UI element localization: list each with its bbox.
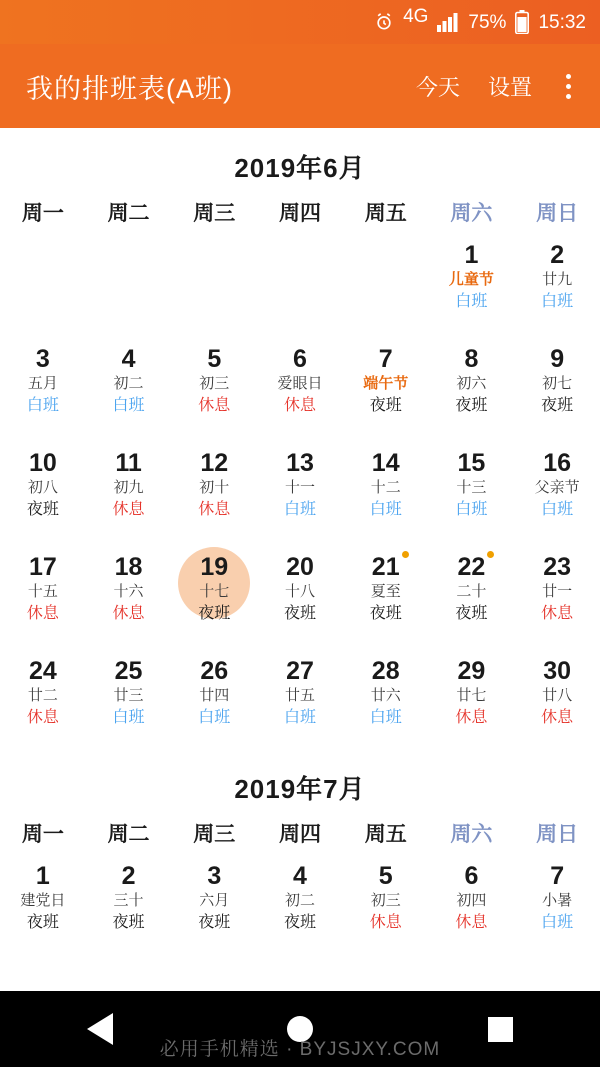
day-number: 6 bbox=[464, 862, 479, 890]
calendar-grid bbox=[0, 233, 600, 753]
alarm-clock-icon bbox=[374, 12, 394, 32]
shift-label: 休息 bbox=[369, 914, 402, 931]
shift-label: 夜班 bbox=[26, 914, 59, 931]
shift-label: 白班 bbox=[112, 709, 145, 726]
month-title: 2019年7月 bbox=[234, 774, 366, 804]
day-number: 26 bbox=[200, 657, 229, 685]
calendar-grid bbox=[0, 854, 600, 958]
day-number: 19 bbox=[200, 553, 229, 581]
page-title: 我的排班表(A班) bbox=[26, 73, 233, 104]
lunar-or-festival-label: 初六 bbox=[456, 375, 487, 392]
weekday-label: 周六 bbox=[450, 202, 493, 225]
day-number: 14 bbox=[371, 449, 400, 477]
event-dot-icon bbox=[487, 551, 494, 558]
shift-label: 夜班 bbox=[198, 605, 231, 622]
calendar-day-cell[interactable] bbox=[171, 545, 257, 649]
month-section bbox=[0, 753, 600, 958]
calendar-cell-empty bbox=[0, 233, 86, 337]
lunar-or-festival-label: 十七 bbox=[199, 583, 230, 600]
shift-label: 白班 bbox=[455, 293, 488, 310]
lunar-or-festival-label: 二十 bbox=[456, 583, 487, 600]
lunar-or-festival-label: 十一 bbox=[284, 479, 315, 496]
weekday-label: 周二 bbox=[107, 202, 150, 225]
lunar-or-festival-label: 廿七 bbox=[456, 687, 487, 704]
lunar-or-festival-label: 小暑 bbox=[542, 892, 573, 909]
watermark-label: 必用手机精选 · BYJSJXY.COM bbox=[159, 1039, 441, 1060]
day-number: 21 bbox=[371, 553, 400, 581]
day-number: 3 bbox=[207, 862, 222, 890]
shift-label: 夜班 bbox=[26, 501, 59, 518]
calendar-cell-empty bbox=[86, 233, 172, 337]
lunar-or-festival-label: 廿五 bbox=[284, 687, 315, 704]
weekday-label: 周五 bbox=[364, 823, 407, 846]
lunar-or-festival-label: 廿八 bbox=[542, 687, 573, 704]
calendar-cell-empty bbox=[343, 233, 429, 337]
shift-label: 休息 bbox=[541, 605, 574, 622]
calendar-day-cell[interactable] bbox=[171, 337, 257, 441]
calendar-day-cell[interactable] bbox=[0, 545, 86, 649]
weekday-header-row bbox=[0, 195, 600, 233]
calendar-day-cell[interactable] bbox=[514, 233, 600, 337]
lunar-or-festival-label: 初四 bbox=[456, 892, 487, 909]
day-number: 7 bbox=[378, 345, 393, 373]
status-bar-clock: 15:32 bbox=[538, 11, 586, 33]
day-number: 1 bbox=[464, 241, 479, 269]
shift-label: 夜班 bbox=[369, 397, 402, 414]
calendar-day-cell[interactable] bbox=[0, 854, 86, 958]
calendar-day-cell[interactable] bbox=[86, 545, 172, 649]
weekday-label: 周日 bbox=[536, 823, 579, 846]
calendar-day-cell[interactable] bbox=[514, 649, 600, 753]
calendar-day-cell[interactable] bbox=[257, 649, 343, 753]
calendar-day-cell[interactable] bbox=[514, 337, 600, 441]
day-number: 15 bbox=[457, 449, 486, 477]
lunar-or-festival-label: 爱眼日 bbox=[277, 375, 323, 392]
day-number: 10 bbox=[28, 449, 57, 477]
weekday-label: 周三 bbox=[193, 823, 236, 846]
weekday-label: 周四 bbox=[278, 202, 321, 225]
calendar-day-cell[interactable] bbox=[86, 854, 172, 958]
shift-label: 休息 bbox=[455, 709, 488, 726]
day-number: 2 bbox=[550, 241, 565, 269]
shift-label: 休息 bbox=[26, 605, 59, 622]
weekday-label: 周二 bbox=[107, 823, 150, 846]
shift-label: 夜班 bbox=[455, 605, 488, 622]
battery-percent-label: 75% bbox=[468, 11, 507, 33]
shift-label: 休息 bbox=[112, 605, 145, 622]
weekday-label: 周五 bbox=[364, 202, 407, 225]
shift-label: 休息 bbox=[112, 501, 145, 518]
lunar-or-festival-label: 十二 bbox=[370, 479, 401, 496]
calendar-day-cell[interactable] bbox=[429, 545, 515, 649]
battery-icon bbox=[515, 10, 529, 34]
status-bar bbox=[0, 0, 600, 44]
shift-label: 休息 bbox=[26, 709, 59, 726]
lunar-or-festival-label: 廿六 bbox=[370, 687, 401, 704]
day-number: 1 bbox=[35, 862, 50, 890]
app-bar bbox=[0, 44, 600, 128]
lunar-or-festival-label: 初三 bbox=[199, 375, 230, 392]
shift-label: 白班 bbox=[541, 914, 574, 931]
shift-label: 夜班 bbox=[112, 914, 145, 931]
today-button[interactable]: 今天 bbox=[415, 74, 460, 100]
day-number: 17 bbox=[28, 553, 57, 581]
lunar-or-festival-label: 夏至 bbox=[370, 583, 401, 600]
lunar-or-festival-label: 五月 bbox=[27, 375, 58, 392]
calendar-day-cell[interactable] bbox=[429, 441, 515, 545]
day-number: 20 bbox=[286, 553, 314, 581]
weekday-label: 周日 bbox=[536, 202, 579, 225]
lunar-or-festival-label: 父亲节 bbox=[534, 479, 580, 496]
shift-label: 休息 bbox=[198, 501, 231, 518]
day-number: 25 bbox=[114, 657, 143, 685]
day-number: 12 bbox=[200, 449, 229, 477]
lunar-or-festival-label: 十三 bbox=[456, 479, 487, 496]
lunar-or-festival-label: 三十 bbox=[113, 892, 144, 909]
shift-label: 休息 bbox=[198, 397, 231, 414]
day-number: 7 bbox=[550, 862, 565, 890]
shift-label: 休息 bbox=[283, 397, 316, 414]
nav-home-icon[interactable] bbox=[287, 1016, 313, 1042]
lunar-or-festival-label: 十八 bbox=[284, 583, 315, 600]
calendar-day-cell[interactable] bbox=[514, 441, 600, 545]
shift-label: 白班 bbox=[283, 501, 316, 518]
day-number: 30 bbox=[543, 657, 572, 685]
day-number: 22 bbox=[457, 553, 486, 581]
nav-recent-apps-icon[interactable] bbox=[488, 1017, 513, 1042]
lunar-or-festival-label: 十六 bbox=[113, 583, 144, 600]
day-number: 23 bbox=[543, 553, 572, 581]
lunar-or-festival-label: 建党日 bbox=[20, 892, 66, 909]
day-number: 2 bbox=[121, 862, 136, 890]
lunar-or-festival-label: 儿童节 bbox=[448, 271, 494, 288]
calendar-day-cell[interactable] bbox=[257, 545, 343, 649]
calendar-scroll-area[interactable] bbox=[0, 128, 600, 991]
shift-label: 白班 bbox=[541, 501, 574, 518]
shift-label: 白班 bbox=[112, 397, 145, 414]
lunar-or-festival-label: 廿一 bbox=[542, 583, 573, 600]
calendar-day-cell[interactable] bbox=[0, 337, 86, 441]
lunar-or-festival-label: 初三 bbox=[370, 892, 401, 909]
weekday-label: 周一 bbox=[21, 202, 64, 225]
calendar-day-cell[interactable] bbox=[257, 854, 343, 958]
day-number: 9 bbox=[550, 345, 565, 373]
lunar-or-festival-label: 端午节 bbox=[363, 375, 409, 392]
calendar-day-cell[interactable] bbox=[343, 545, 429, 649]
shift-label: 夜班 bbox=[198, 914, 231, 931]
calendar-day-cell[interactable] bbox=[0, 649, 86, 753]
calendar-day-cell[interactable] bbox=[171, 441, 257, 545]
shift-label: 白班 bbox=[26, 397, 59, 414]
shift-label: 夜班 bbox=[541, 397, 574, 414]
weekday-label: 周一 bbox=[21, 823, 64, 846]
shift-label: 夜班 bbox=[455, 397, 488, 414]
day-number: 6 bbox=[293, 345, 307, 373]
signal-bars-icon bbox=[437, 12, 459, 32]
calendar-day-cell[interactable] bbox=[343, 337, 429, 441]
shift-label: 夜班 bbox=[283, 605, 316, 622]
day-number: 29 bbox=[457, 657, 486, 685]
day-number: 18 bbox=[114, 553, 143, 581]
lunar-or-festival-label: 廿九 bbox=[542, 271, 573, 288]
calendar-day-cell[interactable] bbox=[86, 649, 172, 753]
calendar-day-cell[interactable] bbox=[429, 649, 515, 753]
shift-label: 白班 bbox=[283, 709, 316, 726]
shift-label: 夜班 bbox=[283, 914, 316, 931]
android-nav-bar bbox=[0, 991, 600, 1067]
lunar-or-festival-label: 十五 bbox=[27, 583, 58, 600]
calendar-day-cell[interactable] bbox=[429, 233, 515, 337]
day-number: 24 bbox=[28, 657, 57, 685]
lunar-or-festival-label: 六月 bbox=[199, 892, 230, 909]
day-number: 13 bbox=[286, 449, 314, 477]
lunar-or-festival-label: 初九 bbox=[113, 479, 144, 496]
calendar-day-cell[interactable] bbox=[429, 337, 515, 441]
shift-label: 休息 bbox=[541, 709, 574, 726]
event-dot-icon bbox=[402, 551, 409, 558]
lunar-or-festival-label: 廿二 bbox=[27, 687, 58, 704]
calendar-day-cell[interactable] bbox=[171, 854, 257, 958]
day-number: 5 bbox=[378, 862, 393, 890]
calendar-day-cell[interactable] bbox=[343, 441, 429, 545]
weekday-label: 周四 bbox=[278, 823, 321, 846]
shift-label: 白班 bbox=[541, 293, 574, 310]
day-number: 4 bbox=[293, 862, 307, 890]
calendar-day-cell[interactable] bbox=[86, 337, 172, 441]
day-number: 28 bbox=[371, 657, 400, 685]
day-number: 11 bbox=[115, 449, 142, 477]
network-type-label: 4G bbox=[403, 5, 429, 27]
lunar-or-festival-label: 初八 bbox=[27, 479, 58, 496]
calendar-day-cell[interactable] bbox=[343, 854, 429, 958]
calendar-day-cell[interactable] bbox=[343, 649, 429, 753]
calendar-day-cell[interactable] bbox=[514, 545, 600, 649]
shift-label: 白班 bbox=[455, 501, 488, 518]
month-section bbox=[0, 132, 600, 753]
calendar-day-cell[interactable] bbox=[86, 441, 172, 545]
calendar-day-cell[interactable] bbox=[171, 649, 257, 753]
day-number: 5 bbox=[207, 345, 222, 373]
lunar-or-festival-label: 初七 bbox=[542, 375, 573, 392]
day-number: 8 bbox=[464, 345, 479, 373]
nav-back-icon[interactable] bbox=[87, 1013, 113, 1045]
lunar-or-festival-label: 初十 bbox=[199, 479, 230, 496]
shift-label: 白班 bbox=[369, 501, 402, 518]
shift-label: 白班 bbox=[198, 709, 231, 726]
lunar-or-festival-label: 廿三 bbox=[113, 687, 144, 704]
shift-label: 夜班 bbox=[369, 605, 402, 622]
calendar-day-cell[interactable] bbox=[257, 441, 343, 545]
lunar-or-festival-label: 初二 bbox=[284, 892, 315, 909]
day-number: 27 bbox=[286, 657, 314, 685]
shift-label: 休息 bbox=[455, 914, 488, 931]
calendar-day-cell[interactable] bbox=[429, 854, 515, 958]
weekday-label: 周三 bbox=[193, 202, 236, 225]
calendar-cell-empty bbox=[257, 233, 343, 337]
lunar-or-festival-label: 初二 bbox=[113, 375, 144, 392]
calendar-day-cell[interactable] bbox=[257, 337, 343, 441]
month-title: 2019年6月 bbox=[234, 153, 366, 183]
day-number: 16 bbox=[543, 449, 572, 477]
calendar-cell-empty bbox=[171, 233, 257, 337]
lunar-or-festival-label: 廿四 bbox=[199, 687, 230, 704]
day-number: 4 bbox=[121, 345, 136, 373]
shift-label: 白班 bbox=[369, 709, 402, 726]
weekday-header-row bbox=[0, 816, 600, 854]
overflow-menu-icon[interactable] bbox=[546, 64, 590, 108]
calendar-day-cell[interactable] bbox=[514, 854, 600, 958]
weekday-label: 周六 bbox=[450, 823, 493, 846]
settings-button[interactable]: 设置 bbox=[487, 74, 532, 100]
calendar-day-cell[interactable] bbox=[0, 441, 86, 545]
day-number: 3 bbox=[35, 345, 50, 373]
